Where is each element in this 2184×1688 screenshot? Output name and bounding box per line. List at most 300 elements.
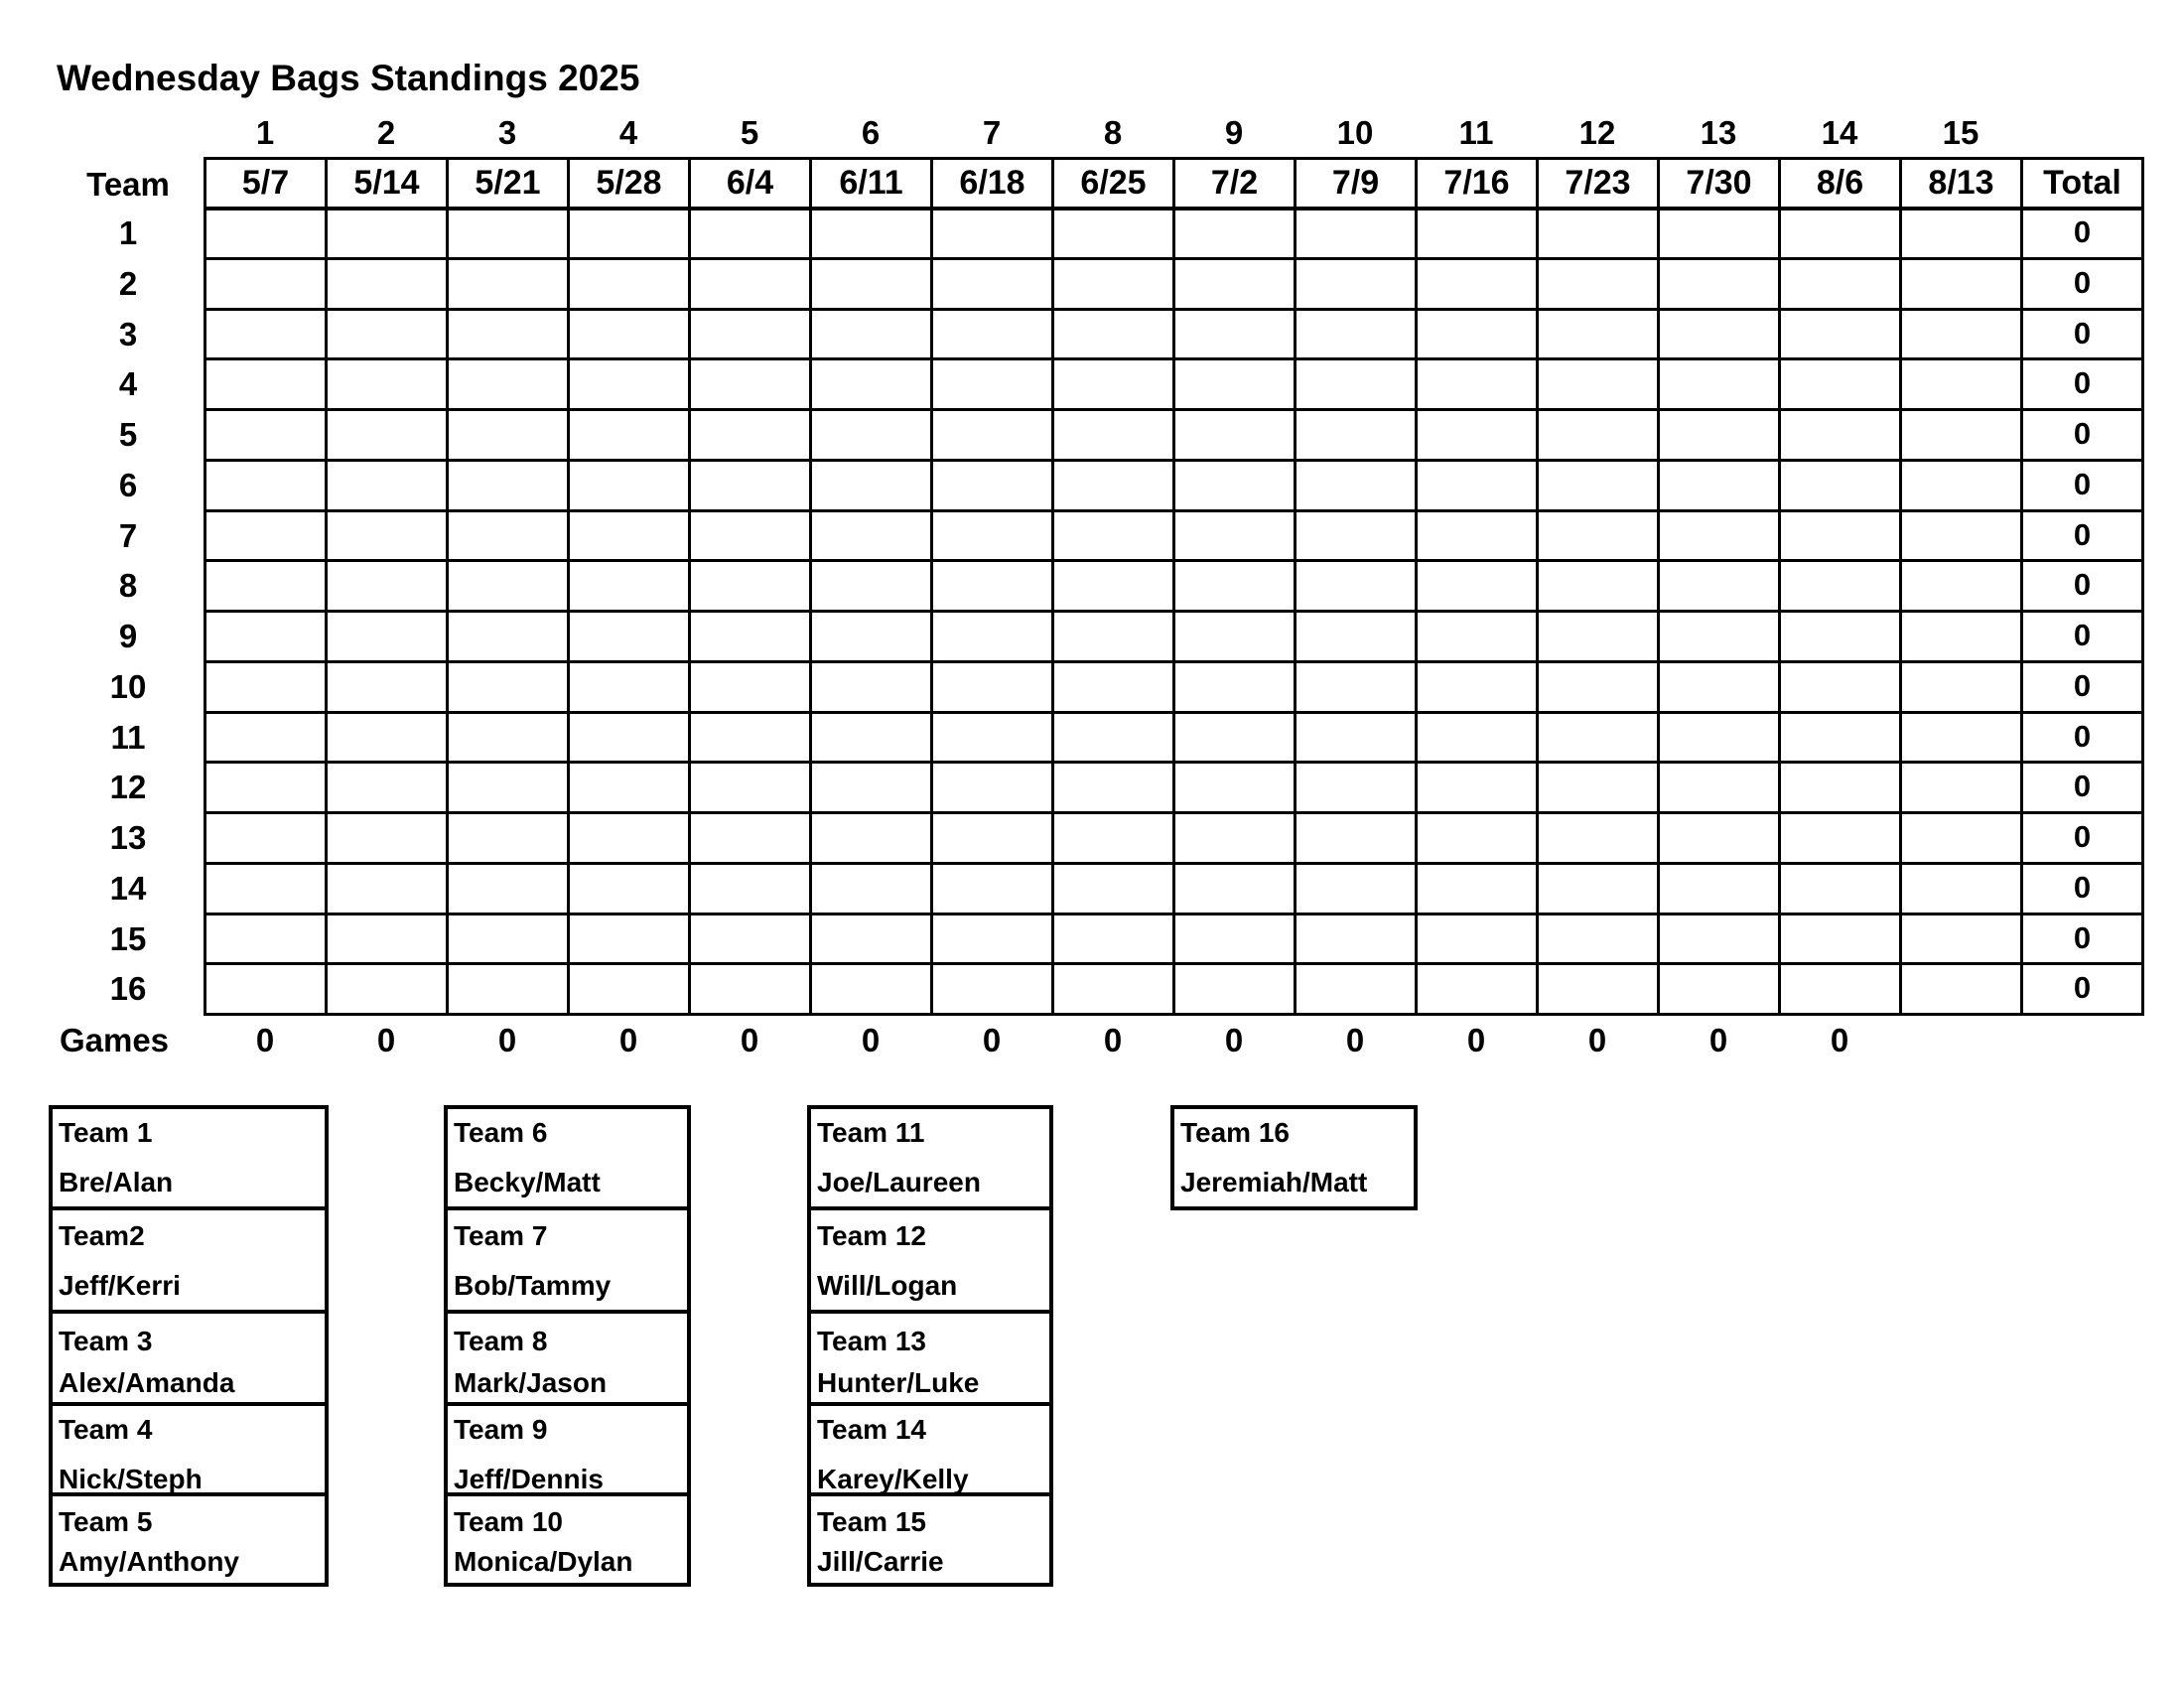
score-cell[interactable]	[1899, 761, 2023, 814]
total-header-cell: Total	[2020, 157, 2144, 211]
score-cell[interactable]	[1294, 559, 1418, 613]
score-cell[interactable]	[809, 610, 933, 663]
score-cell[interactable]	[1778, 459, 1902, 512]
score-cell[interactable]	[1536, 207, 1660, 260]
team-roster-box	[49, 1310, 329, 1406]
week-number: 8	[1103, 114, 1123, 151]
score-cell[interactable]	[809, 308, 933, 361]
score-cell[interactable]	[1051, 207, 1175, 260]
week-number: 13	[1700, 114, 1737, 151]
score-cell[interactable]	[567, 913, 691, 966]
score-cell[interactable]	[567, 257, 691, 311]
score-cell[interactable]	[688, 509, 812, 563]
score-cell[interactable]	[567, 610, 691, 663]
score-cell[interactable]	[809, 559, 933, 613]
score-cell[interactable]	[1294, 610, 1418, 663]
score-cell[interactable]	[1778, 509, 1902, 563]
score-cell[interactable]	[930, 660, 1054, 714]
roster-players: Mark/Jason	[454, 1367, 608, 1398]
score-cell[interactable]	[204, 862, 328, 915]
score-cell[interactable]	[1778, 357, 1902, 411]
score-cell[interactable]	[1294, 357, 1418, 411]
team-total-cell: 0	[2020, 357, 2144, 411]
date-header-cell: 7/2	[1172, 157, 1297, 211]
score-cell[interactable]	[930, 610, 1054, 663]
score-cell[interactable]	[446, 207, 570, 260]
score-cell[interactable]	[1051, 913, 1175, 966]
score-cell[interactable]	[1778, 207, 1902, 260]
week-number: 3	[497, 114, 517, 151]
score-cell[interactable]	[325, 207, 449, 260]
team-roster-box	[444, 1206, 691, 1314]
score-cell[interactable]	[1051, 711, 1175, 765]
score-cell[interactable]	[1294, 711, 1418, 765]
score-cell[interactable]	[1415, 509, 1539, 563]
score-cell[interactable]	[1051, 660, 1175, 714]
score-cell[interactable]	[325, 761, 449, 814]
score-cell[interactable]	[1415, 207, 1539, 260]
score-cell[interactable]	[1657, 610, 1781, 663]
score-cell[interactable]	[1778, 913, 1902, 966]
score-cell[interactable]	[1899, 862, 2023, 915]
score-cell[interactable]	[1415, 711, 1539, 765]
date-header-cell: 5/28	[567, 157, 691, 211]
score-cell[interactable]	[325, 257, 449, 311]
score-cell[interactable]	[1778, 761, 1902, 814]
score-cell[interactable]	[325, 711, 449, 765]
games-count: 0	[1466, 1022, 1486, 1058]
score-cell[interactable]	[325, 660, 449, 714]
team-row-label: 8	[118, 567, 138, 605]
score-cell[interactable]	[204, 408, 328, 462]
score-cell[interactable]	[1899, 610, 2023, 663]
date-header-cell: 8/13	[1899, 157, 2023, 211]
score-cell[interactable]	[325, 408, 449, 462]
games-row-label: Games	[59, 1022, 170, 1058]
score-cell[interactable]	[1778, 408, 1902, 462]
score-cell[interactable]	[1051, 610, 1175, 663]
score-cell[interactable]	[1172, 761, 1297, 814]
score-cell[interactable]	[446, 459, 570, 512]
score-cell[interactable]	[567, 308, 691, 361]
date-header-cell: 7/16	[1415, 157, 1539, 211]
score-cell[interactable]	[688, 962, 812, 1016]
games-count: 0	[861, 1022, 881, 1058]
score-cell[interactable]	[1051, 509, 1175, 563]
score-cell[interactable]	[930, 357, 1054, 411]
score-cell[interactable]	[446, 559, 570, 613]
score-cell[interactable]	[204, 257, 328, 311]
score-cell[interactable]	[1657, 459, 1781, 512]
score-cell[interactable]	[1172, 811, 1297, 865]
score-cell[interactable]	[1415, 761, 1539, 814]
score-cell[interactable]	[325, 862, 449, 915]
roster-team-name: Team 4	[59, 1414, 153, 1445]
roster-players: Hunter/Luke	[817, 1367, 980, 1398]
score-cell[interactable]	[1899, 711, 2023, 765]
score-cell[interactable]	[567, 408, 691, 462]
roster-team-name: Team 6	[454, 1117, 548, 1148]
score-cell[interactable]	[930, 308, 1054, 361]
score-cell[interactable]	[1778, 660, 1902, 714]
score-cell[interactable]	[1536, 509, 1660, 563]
score-cell[interactable]	[1172, 711, 1297, 765]
score-cell[interactable]	[204, 962, 328, 1016]
score-cell[interactable]	[1536, 559, 1660, 613]
score-cell[interactable]	[567, 862, 691, 915]
games-count: 0	[1345, 1022, 1365, 1058]
score-cell[interactable]	[1415, 913, 1539, 966]
score-cell[interactable]	[1415, 559, 1539, 613]
score-cell[interactable]	[809, 761, 933, 814]
date-header-cell: 5/21	[446, 157, 570, 211]
roster-players: Becky/Matt	[454, 1167, 601, 1197]
score-cell[interactable]	[1051, 811, 1175, 865]
score-cell[interactable]	[1415, 962, 1539, 1016]
score-cell[interactable]	[1051, 862, 1175, 915]
score-cell[interactable]	[1657, 308, 1781, 361]
score-cell[interactable]	[446, 862, 570, 915]
score-cell[interactable]	[809, 207, 933, 260]
score-cell[interactable]	[688, 257, 812, 311]
score-cell[interactable]	[930, 862, 1054, 915]
score-cell[interactable]	[1294, 408, 1418, 462]
score-cell[interactable]	[1294, 862, 1418, 915]
score-cell[interactable]	[930, 913, 1054, 966]
score-cell[interactable]	[1172, 862, 1297, 915]
team-roster-box	[444, 1492, 691, 1587]
score-cell[interactable]	[1415, 308, 1539, 361]
team-roster-box	[444, 1105, 691, 1210]
score-cell[interactable]	[1415, 862, 1539, 915]
score-cell[interactable]	[1051, 308, 1175, 361]
score-cell[interactable]	[446, 308, 570, 361]
roster-players: Jeff/Dennis	[454, 1464, 604, 1494]
score-cell[interactable]	[688, 408, 812, 462]
score-cell[interactable]	[1899, 408, 2023, 462]
score-cell[interactable]	[325, 459, 449, 512]
score-cell[interactable]	[1536, 357, 1660, 411]
score-cell[interactable]	[204, 913, 328, 966]
score-cell[interactable]	[809, 811, 933, 865]
score-cell[interactable]	[1172, 509, 1297, 563]
score-cell[interactable]	[446, 660, 570, 714]
score-cell[interactable]	[1536, 459, 1660, 512]
score-cell[interactable]	[1657, 509, 1781, 563]
score-cell[interactable]	[1899, 509, 2023, 563]
score-cell[interactable]	[930, 962, 1054, 1016]
score-cell[interactable]	[1778, 308, 1902, 361]
score-cell[interactable]	[688, 913, 812, 966]
score-cell[interactable]	[446, 761, 570, 814]
score-cell[interactable]	[446, 811, 570, 865]
score-cell[interactable]	[567, 559, 691, 613]
score-cell[interactable]	[1294, 660, 1418, 714]
score-cell[interactable]	[1415, 357, 1539, 411]
score-cell[interactable]	[1778, 962, 1902, 1016]
score-cell[interactable]	[1536, 660, 1660, 714]
team-total-cell: 0	[2020, 207, 2144, 260]
score-cell[interactable]	[1778, 257, 1902, 311]
roster-players: Nick/Steph	[59, 1464, 203, 1494]
score-cell[interactable]	[1899, 962, 2023, 1016]
roster-players: Bob/Tammy	[454, 1270, 612, 1301]
score-cell[interactable]	[1172, 610, 1297, 663]
score-cell[interactable]	[204, 308, 328, 361]
score-cell[interactable]	[809, 357, 933, 411]
roster-team-name: Team 1	[59, 1117, 153, 1148]
score-cell[interactable]	[1172, 962, 1297, 1016]
score-cell[interactable]	[325, 308, 449, 361]
date-header-cell: 6/25	[1051, 157, 1175, 211]
score-cell[interactable]	[1657, 761, 1781, 814]
score-cell[interactable]	[930, 559, 1054, 613]
score-cell[interactable]	[325, 509, 449, 563]
score-cell[interactable]	[1899, 357, 2023, 411]
score-cell[interactable]	[1657, 913, 1781, 966]
score-cell[interactable]	[1294, 207, 1418, 260]
team-row-label: 4	[118, 365, 138, 403]
score-cell[interactable]	[688, 610, 812, 663]
score-cell[interactable]	[567, 962, 691, 1016]
roster-team-name: Team 10	[454, 1506, 563, 1537]
roster-team-name: Team 9	[454, 1414, 548, 1445]
score-cell[interactable]	[930, 509, 1054, 563]
team-total-cell: 0	[2020, 761, 2144, 814]
score-cell[interactable]	[446, 408, 570, 462]
score-cell[interactable]	[204, 459, 328, 512]
roster-team-name: Team 14	[817, 1414, 926, 1445]
score-cell[interactable]	[1657, 408, 1781, 462]
score-cell[interactable]	[1899, 913, 2023, 966]
score-cell[interactable]	[1051, 257, 1175, 311]
week-number: 2	[376, 114, 396, 151]
score-cell[interactable]	[688, 660, 812, 714]
score-cell[interactable]	[1294, 257, 1418, 311]
score-cell[interactable]	[809, 962, 933, 1016]
score-cell[interactable]	[688, 459, 812, 512]
score-cell[interactable]	[1536, 811, 1660, 865]
score-cell[interactable]	[809, 408, 933, 462]
score-cell[interactable]	[1051, 357, 1175, 411]
score-cell[interactable]	[325, 811, 449, 865]
date-header-cell: 5/14	[325, 157, 449, 211]
score-cell[interactable]	[204, 559, 328, 613]
score-cell[interactable]	[1294, 459, 1418, 512]
score-cell[interactable]	[204, 761, 328, 814]
score-cell[interactable]	[688, 862, 812, 915]
score-cell[interactable]	[204, 811, 328, 865]
score-cell[interactable]	[1899, 811, 2023, 865]
score-cell[interactable]	[688, 308, 812, 361]
score-cell[interactable]	[1294, 509, 1418, 563]
score-cell[interactable]	[1657, 357, 1781, 411]
score-cell[interactable]	[809, 711, 933, 765]
score-cell[interactable]	[809, 660, 933, 714]
score-cell[interactable]	[1778, 559, 1902, 613]
score-cell[interactable]	[1657, 811, 1781, 865]
score-cell[interactable]	[1536, 913, 1660, 966]
score-cell[interactable]	[567, 459, 691, 512]
week-number: 11	[1458, 114, 1494, 151]
score-cell[interactable]	[1657, 257, 1781, 311]
score-cell[interactable]	[1294, 308, 1418, 361]
score-cell[interactable]	[1899, 308, 2023, 361]
team-row-label: 11	[110, 718, 146, 756]
team-row-label: 3	[118, 315, 138, 352]
score-cell[interactable]	[1415, 610, 1539, 663]
score-cell[interactable]	[1899, 207, 2023, 260]
team-row-label: 12	[109, 769, 147, 806]
score-cell[interactable]	[1415, 660, 1539, 714]
score-cell[interactable]	[1172, 459, 1297, 512]
score-cell[interactable]	[1657, 862, 1781, 915]
score-cell[interactable]	[1415, 408, 1539, 462]
score-cell[interactable]	[1415, 257, 1539, 311]
score-cell[interactable]	[688, 761, 812, 814]
score-cell[interactable]	[567, 660, 691, 714]
score-cell[interactable]	[446, 610, 570, 663]
score-cell[interactable]	[446, 962, 570, 1016]
date-header-cell: 7/9	[1294, 157, 1418, 211]
score-cell[interactable]	[1899, 257, 2023, 311]
score-cell[interactable]	[1172, 913, 1297, 966]
score-cell[interactable]	[567, 811, 691, 865]
score-cell[interactable]	[446, 357, 570, 411]
score-cell[interactable]	[1899, 559, 2023, 613]
team-row-label: 7	[118, 516, 138, 554]
team-column-header: Team	[86, 166, 170, 203]
roster-players: Amy/Anthony	[59, 1546, 239, 1577]
score-cell[interactable]	[1172, 660, 1297, 714]
score-cell[interactable]	[809, 862, 933, 915]
score-cell[interactable]	[1294, 811, 1418, 865]
games-count: 0	[740, 1022, 759, 1058]
score-cell[interactable]	[1536, 308, 1660, 361]
score-cell[interactable]	[325, 559, 449, 613]
score-cell[interactable]	[930, 408, 1054, 462]
score-cell[interactable]	[1536, 610, 1660, 663]
team-roster-box	[49, 1402, 329, 1496]
score-cell[interactable]	[1172, 357, 1297, 411]
score-cell[interactable]	[1051, 559, 1175, 613]
score-cell[interactable]	[204, 207, 328, 260]
score-cell[interactable]	[1415, 811, 1539, 865]
score-cell[interactable]	[1536, 962, 1660, 1016]
team-total-cell: 0	[2020, 811, 2144, 865]
score-cell[interactable]	[446, 913, 570, 966]
week-number: 4	[618, 114, 638, 151]
score-cell[interactable]	[930, 761, 1054, 814]
roster-team-name: Team 3	[59, 1326, 153, 1356]
score-cell[interactable]	[1172, 559, 1297, 613]
score-cell[interactable]	[809, 257, 933, 311]
score-cell[interactable]	[1536, 862, 1660, 915]
score-cell[interactable]	[809, 459, 933, 512]
score-cell[interactable]	[1778, 811, 1902, 865]
score-cell[interactable]	[1294, 913, 1418, 966]
score-cell[interactable]	[1778, 711, 1902, 765]
score-cell[interactable]	[1172, 408, 1297, 462]
score-cell[interactable]	[1172, 257, 1297, 311]
score-cell[interactable]	[446, 509, 570, 563]
score-cell[interactable]	[930, 711, 1054, 765]
score-cell[interactable]	[1051, 408, 1175, 462]
score-cell[interactable]	[1051, 962, 1175, 1016]
score-cell[interactable]	[325, 357, 449, 411]
team-total-cell: 0	[2020, 962, 2144, 1016]
team-roster-box	[807, 1492, 1053, 1587]
score-cell[interactable]	[204, 660, 328, 714]
score-cell[interactable]	[1657, 660, 1781, 714]
score-cell[interactable]	[325, 962, 449, 1016]
score-cell[interactable]	[1172, 207, 1297, 260]
score-cell[interactable]	[1657, 711, 1781, 765]
score-cell[interactable]	[930, 811, 1054, 865]
score-cell[interactable]	[1778, 610, 1902, 663]
score-cell[interactable]	[1536, 711, 1660, 765]
score-cell[interactable]	[1657, 559, 1781, 613]
score-cell[interactable]	[930, 459, 1054, 512]
team-roster-box	[807, 1310, 1053, 1406]
score-cell[interactable]	[688, 357, 812, 411]
score-cell[interactable]	[567, 711, 691, 765]
score-cell[interactable]	[1899, 660, 2023, 714]
roster-team-name: Team 12	[817, 1220, 926, 1251]
score-cell[interactable]	[567, 761, 691, 814]
score-cell[interactable]	[1899, 459, 2023, 512]
score-cell[interactable]	[1294, 761, 1418, 814]
score-cell[interactable]	[1657, 207, 1781, 260]
score-cell[interactable]	[204, 610, 328, 663]
score-cell[interactable]	[204, 357, 328, 411]
score-cell[interactable]	[204, 509, 328, 563]
team-roster-box	[807, 1402, 1053, 1496]
score-cell[interactable]	[567, 509, 691, 563]
score-cell[interactable]	[1051, 459, 1175, 512]
score-cell[interactable]	[1294, 962, 1418, 1016]
score-cell[interactable]	[1778, 862, 1902, 915]
score-cell[interactable]	[1051, 761, 1175, 814]
score-cell[interactable]	[446, 711, 570, 765]
team-total-cell: 0	[2020, 660, 2144, 714]
score-cell[interactable]	[567, 207, 691, 260]
score-cell[interactable]	[325, 913, 449, 966]
score-cell[interactable]	[1415, 459, 1539, 512]
score-cell[interactable]	[688, 559, 812, 613]
team-row-label: 14	[109, 869, 147, 907]
score-cell[interactable]	[204, 711, 328, 765]
score-cell[interactable]	[446, 257, 570, 311]
score-cell[interactable]	[1536, 408, 1660, 462]
score-cell[interactable]	[567, 357, 691, 411]
roster-team-name: Team 8	[454, 1326, 548, 1356]
week-number: 1	[255, 114, 275, 151]
score-cell[interactable]	[1536, 257, 1660, 311]
score-cell[interactable]	[930, 207, 1054, 260]
score-cell[interactable]	[688, 811, 812, 865]
score-cell[interactable]	[930, 257, 1054, 311]
score-cell[interactable]	[1536, 761, 1660, 814]
score-cell[interactable]	[1172, 308, 1297, 361]
score-cell[interactable]	[809, 913, 933, 966]
score-cell[interactable]	[809, 509, 933, 563]
score-cell[interactable]	[325, 610, 449, 663]
score-cell[interactable]	[688, 711, 812, 765]
games-count: 0	[1103, 1022, 1123, 1058]
score-cell[interactable]	[688, 207, 812, 260]
score-cell[interactable]	[1657, 962, 1781, 1016]
